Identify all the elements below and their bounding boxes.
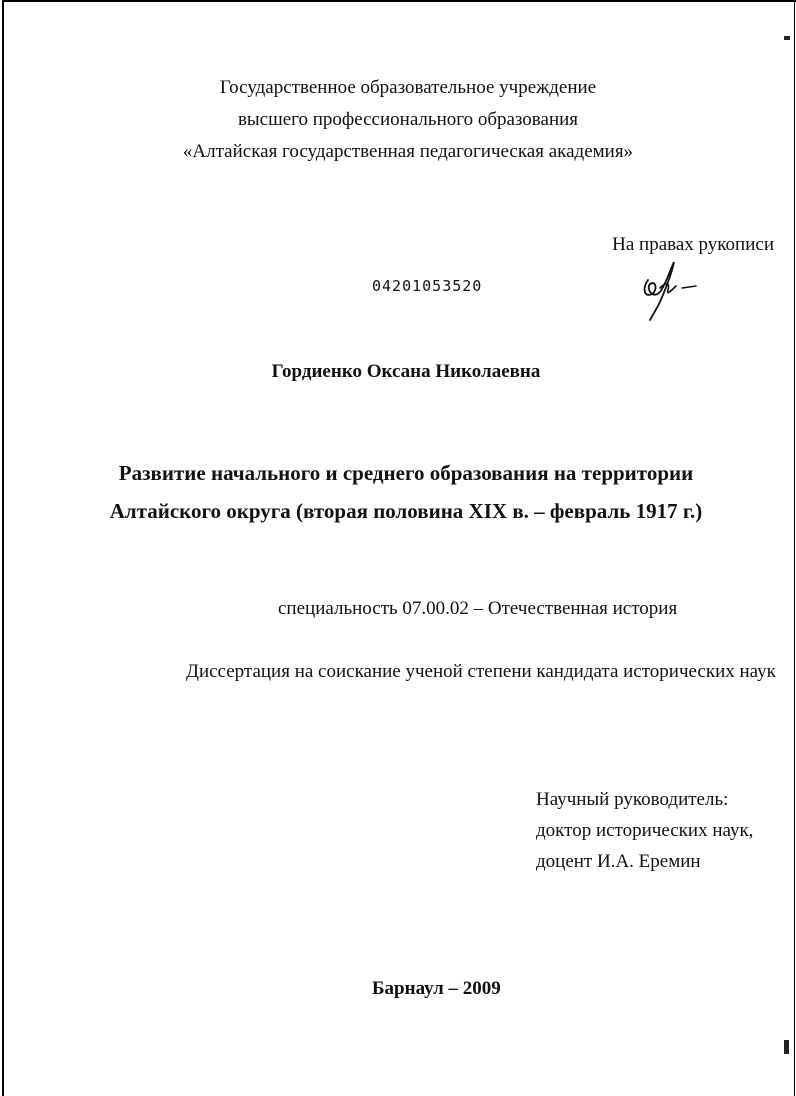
scan-edge-top	[2, 0, 796, 2]
scan-edge-right	[794, 0, 795, 1096]
supervisor-line-1: Научный руководитель:	[536, 789, 729, 810]
manuscript-note: На правах рукописи	[612, 234, 774, 255]
specialty: специальность 07.00.02 – Отечественная история	[278, 598, 678, 619]
dissertation-type: Диссертация на соискание ученой степени кандидата исторических наук	[186, 661, 776, 682]
title-line-2: Алтайского округа (вторая половина XIX в. – февраль 1917 г.)	[109, 499, 703, 523]
institution-line-2: высшего профессионального образования	[237, 109, 579, 130]
place-year: Барнаул – 2009	[372, 978, 501, 999]
scan-speck	[784, 36, 790, 40]
institution-line-3: «Алтайская государственная педагогическая академия»	[182, 141, 634, 162]
title-line-1: Развитие начального и среднего образования на территории	[118, 461, 694, 485]
registration-number: 04201053520	[372, 277, 483, 295]
supervisor-line-2: доктор исторических наук,	[536, 820, 754, 841]
scan-speck	[784, 1040, 789, 1054]
signature-mark	[636, 258, 706, 324]
scan-edge-left	[2, 0, 4, 1096]
supervisor-line-3: доцент И.А. Еремин	[536, 851, 701, 872]
author-name: Гордиенко Оксана Николаевна	[271, 361, 541, 382]
institution-line-1: Государственное образовательное учреждение	[219, 77, 597, 98]
